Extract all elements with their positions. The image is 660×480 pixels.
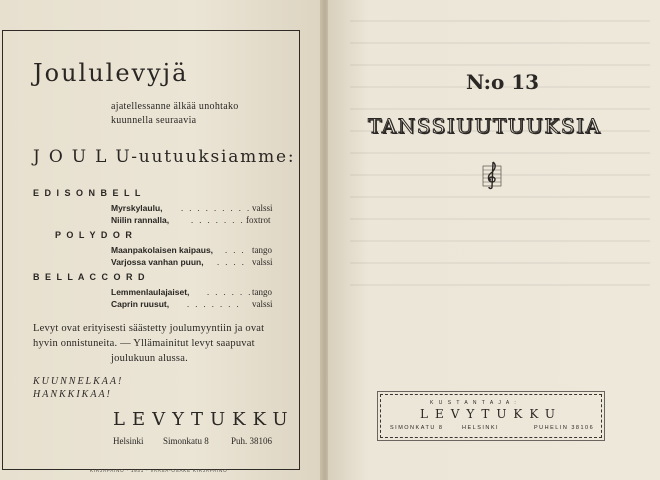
song-title: Lemmenlaulajaiset, (111, 287, 190, 297)
publisher-name: LEVYTUKKU (420, 407, 563, 421)
ad-subheading: J O U L U-uutuuksiamme: (33, 147, 296, 167)
song-genre: valssi (252, 299, 273, 309)
ad-call-listen: KUUNNELKAA! (33, 376, 124, 387)
song-genre: tango (252, 245, 272, 255)
label-bellaccord: B E L L A C C O R D (33, 272, 147, 282)
leader-dots: . . . (225, 245, 246, 255)
song-title: Caprin ruusut, (111, 299, 170, 309)
leader-dots: . . . . . . . (187, 299, 241, 309)
leader-dots: . . . . . . . . . (181, 203, 252, 213)
ad-brand: LEVYTUKKU (113, 409, 295, 430)
ad-address-street: Simonkatu 8 (163, 436, 209, 446)
publisher-label: K U S T A N T A J A : (430, 400, 518, 406)
song-genre: valssi (252, 203, 273, 213)
song-genre: valssi (252, 257, 273, 267)
ad-body-line-2: hyvin onnistuneita. — Yllämainitut levyt saapuvat (33, 338, 255, 349)
leader-dots: . . . . . . . (191, 215, 245, 225)
ad-heading: Joululevyjä (33, 59, 189, 87)
treble-clef-icon (482, 160, 502, 190)
song-genre: foxtrot (246, 215, 271, 225)
printer-imprint: KIRJAPAINO · 1931 · VAASA-OSAKE KIRJAPAINO (90, 468, 228, 473)
label-polydor: P O L Y D O R (55, 230, 134, 240)
ad-intro-line-1: ajatellessanne älkää unohtako (111, 101, 239, 112)
ad-body-line-3: joulukuun alussa. (111, 353, 188, 364)
publisher-phone: PUHELIN 38106 (534, 425, 595, 431)
ad-body-line-1: Levyt ovat erityisesti säästetty joulumyyntiin ja ovat (33, 323, 265, 334)
song-title: Niilin rannalla, (111, 215, 170, 225)
leader-dots: . . . . (217, 257, 246, 267)
ad-address-phone: Puh. 38106 (231, 436, 273, 446)
label-edison-bell: E D I S O N B E L L (33, 188, 142, 198)
song-title: Myrskylaulu, (111, 203, 163, 213)
issue-number: N:o 13 (466, 70, 540, 94)
publisher-street: SIMONKATU 8 (390, 425, 444, 431)
ad-address-city: Helsinki (113, 436, 144, 446)
song-title: Maanpakolaisen kaipaus, (111, 245, 214, 255)
advertisement-frame (2, 30, 300, 470)
ad-intro-line-2: kuunnella seuraavia (111, 115, 197, 126)
song-title: Varjossa vanhan puun, (111, 257, 204, 267)
cover-title: TANSSIUUTUUKSIA (368, 114, 602, 138)
song-genre: tango (252, 287, 272, 297)
ad-call-buy: HANKKIKAA! (33, 389, 112, 400)
publisher-city: HELSINKI (462, 425, 500, 431)
leader-dots: . . . . . . (207, 287, 253, 297)
